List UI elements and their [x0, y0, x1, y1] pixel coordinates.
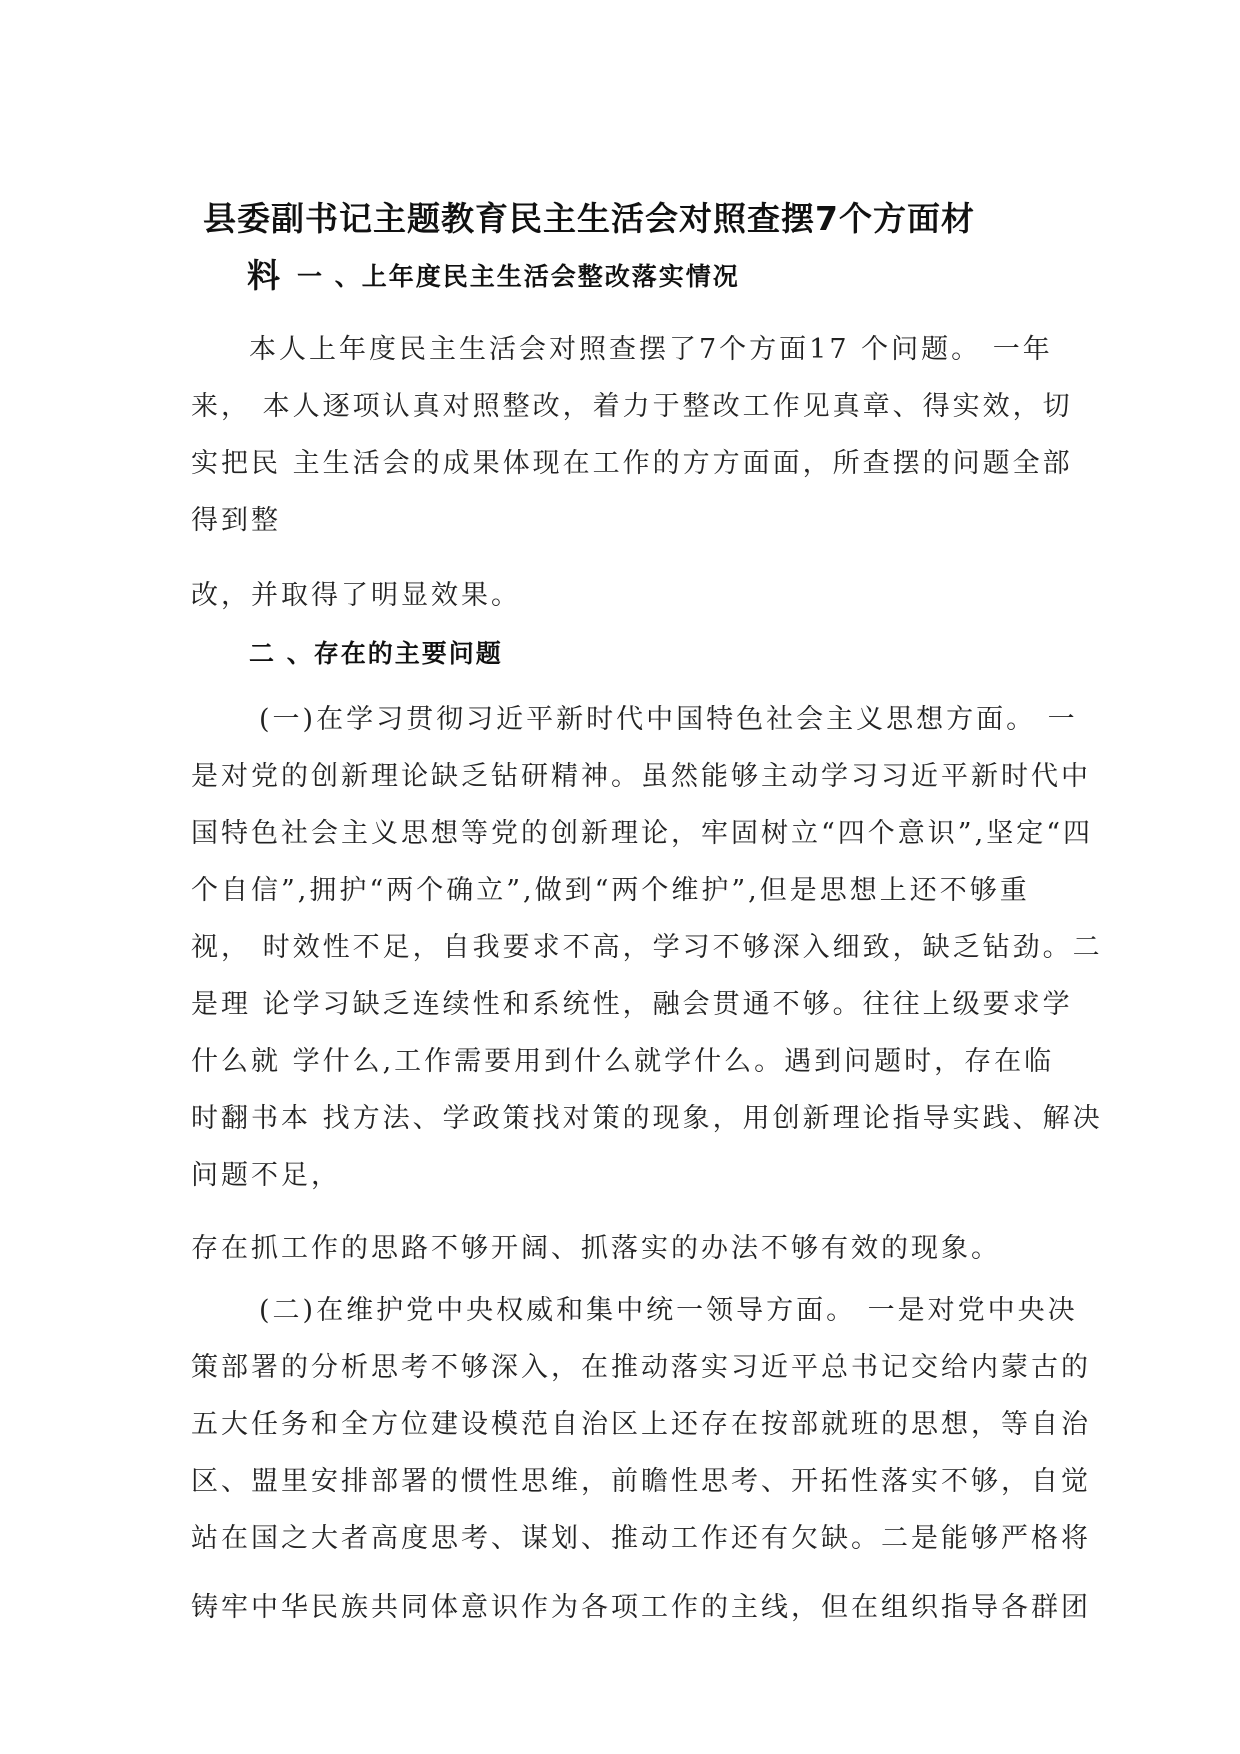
section-heading-2: 二 、存在的主要问题: [249, 639, 503, 668]
paragraph-line: 区、盟里安排部署的惯性思维，前瞻性思考、开拓性落实不够，自觉: [191, 1466, 1091, 1497]
paragraph-line: 问题不足，: [191, 1160, 341, 1191]
section-heading-1: 一 、上年度民主生活会整改落实情况: [297, 262, 740, 291]
document-title: 县委副书记主题教育民主生活会对照查摆7个方面材: [203, 199, 975, 238]
paragraph-line: 站在国之大者高度思考、谋划、推动工作还有欠缺。二是能够严格将: [191, 1523, 1091, 1554]
paragraph-line: 是对党的创新理论缺乏钻研精神。虽然能够主动学习习近平新时代中: [191, 761, 1091, 792]
paragraph-line: 实把民 主生活会的成果体现在工作的方方面面，所查摆的问题全部: [191, 448, 1073, 479]
paragraph-line: (一)在学习贯彻习近平新时代中国特色社会主义思想方面。 一: [259, 704, 1078, 735]
paragraph-line: 得到整: [191, 505, 281, 536]
paragraph-line: 五大任务和全方位建设模范自治区上还存在按部就班的思想，等自治: [191, 1409, 1091, 1440]
paragraph-line: 视， 时效性不足，自我要求不高，学习不够深入细致，缺乏钻劲。二: [191, 932, 1103, 963]
document-title-continuation: 料: [247, 256, 280, 295]
paragraph-line: 时翻书本 找方法、学政策找对策的现象，用创新理论指导实践、解决: [191, 1103, 1103, 1134]
paragraph-line: 来， 本人逐项认真对照整改，着力于整改工作见真章、得实效，切: [191, 391, 1073, 422]
paragraph-line: 策部署的分析思考不够深入，在推动落实习近平总书记交给内蒙古的: [191, 1352, 1091, 1383]
paragraph-line: 铸牢中华民族共同体意识作为各项工作的主线，但在组织指导各群团: [191, 1592, 1091, 1623]
paragraph-line: 存在抓工作的思路不够开阔、抓落实的办法不够有效的现象。: [191, 1233, 1001, 1264]
paragraph-line: (二)在维护党中央权威和集中统一领导方面。 一是对党中央决: [259, 1295, 1078, 1326]
paragraph-line: 什么就 学什么,工作需要用到什么就学什么。遇到问题时，存在临: [191, 1046, 1055, 1077]
paragraph-line: 本人上年度民主生活会对照查摆了7个方面17 个问题。 一年: [249, 334, 1053, 365]
paragraph-line: 是理 论学习缺乏连续性和系统性，融会贯通不够。往往上级要求学: [191, 989, 1073, 1020]
paragraph-line: 个自信”,拥护“两个确立”,做到“两个维护”,但是思想上还不够重: [191, 875, 1030, 906]
paragraph-line: 国特色社会主义思想等党的创新理论，牢固树立“四个意识”,坚定“四: [191, 818, 1093, 849]
paragraph-line: 改，并取得了明显效果。: [191, 580, 521, 611]
